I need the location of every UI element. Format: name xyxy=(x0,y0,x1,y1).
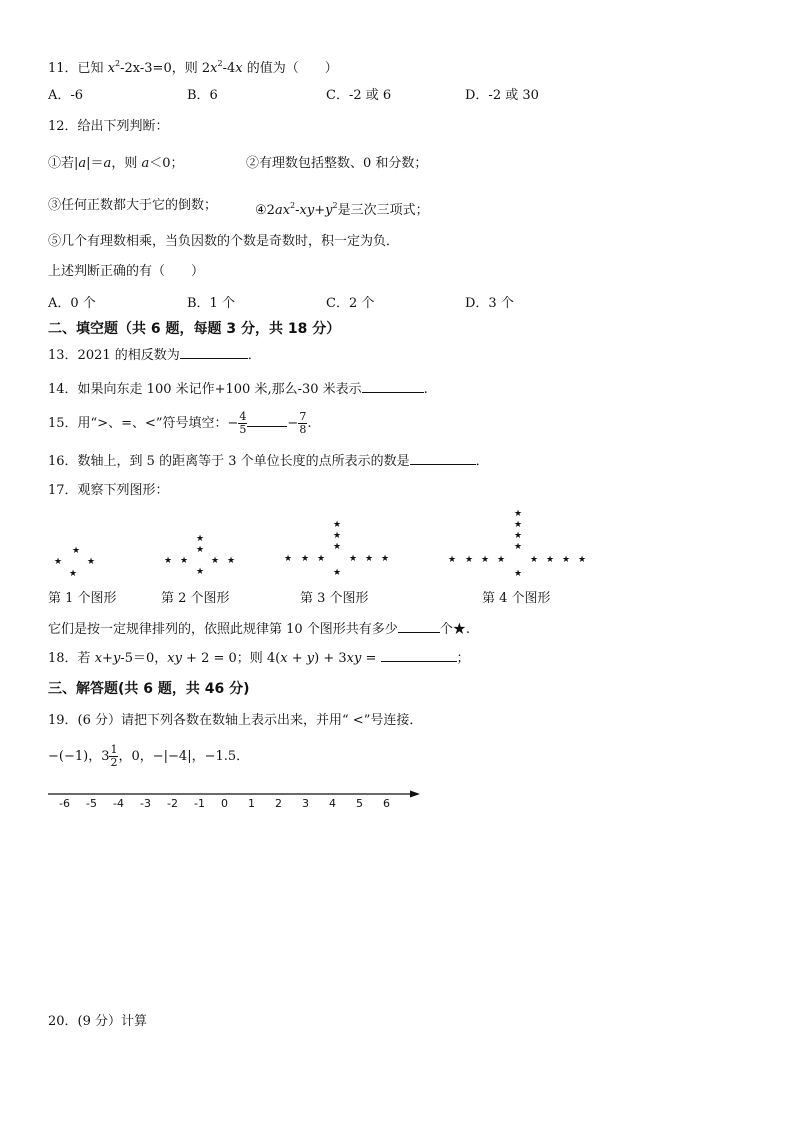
star-icon: ★ xyxy=(562,555,571,565)
number-line-tick-label: 4 xyxy=(329,797,336,810)
q15-fraction-2: $\frac{7}{8}$ xyxy=(299,410,307,436)
q12-statement-5: ⑤几个有理数相乘，当负因数的个数是奇数时，积一定为负． xyxy=(48,234,400,249)
number-line-tick-label: -1 xyxy=(194,797,205,810)
number-line-tick-label: 0 xyxy=(221,797,228,810)
q11-option-d: D．-2 或 30 xyxy=(465,88,539,103)
q17-caption-3: 第 3 个图形 xyxy=(300,591,369,606)
number-line-tick-label: 1 xyxy=(248,797,255,810)
star-icon: ★ xyxy=(465,555,474,565)
star-icon: ★ xyxy=(87,557,96,567)
section-3-heading: 三、解答题(共 6 题，共 46 分) xyxy=(48,681,250,697)
q17-title: 17．观察下列图形： xyxy=(48,483,169,498)
q12-option-b: B．1 个 xyxy=(187,296,235,311)
number-line-tick-label: -5 xyxy=(86,797,97,810)
star-icon: ★ xyxy=(365,554,374,564)
q12-statement-4: $④2ax^2-xy+y^2$是三次三项式； xyxy=(255,201,429,218)
star-icon: ★ xyxy=(381,554,390,564)
star-icon: ★ xyxy=(514,509,523,519)
star-icon: ★ xyxy=(284,554,293,564)
number-line-tick-label: -2 xyxy=(167,797,178,810)
q12-statement-1: ①若|a|＝a，则 a＜0； xyxy=(48,156,184,171)
star-icon: ★ xyxy=(497,555,506,565)
star-icon: ★ xyxy=(333,542,342,552)
q13: 13．2021 的相反数为 ． xyxy=(48,348,261,363)
star-icon: ★ xyxy=(196,567,205,577)
star-icon: ★ xyxy=(69,569,78,579)
star-icon: ★ xyxy=(546,555,555,565)
star-icon: ★ xyxy=(448,555,457,565)
star-icon: ★ xyxy=(301,554,310,564)
q19-title: 19．(6 分）请把下列各数在数轴上表示出来，并用“ <”号连接． xyxy=(48,713,423,728)
star-icon: ★ xyxy=(514,542,523,552)
star-icon: ★ xyxy=(180,556,189,566)
number-line-tick-label: 5 xyxy=(356,797,363,810)
q12-prompt: 上述判断正确的有（ ） xyxy=(48,264,205,279)
star-icon: ★ xyxy=(196,534,205,544)
q19-number-line xyxy=(40,786,430,806)
star-icon: ★ xyxy=(333,520,342,530)
section-2-heading: 二、填空题（共 6 题，每题 3 分，共 18 分） xyxy=(48,321,341,337)
q14: 14．如果向东走 100 米记作+100 米,那么-30 米表示 . xyxy=(48,382,428,397)
star-icon: ★ xyxy=(164,556,173,566)
q12-option-d: D．3 个 xyxy=(465,296,514,311)
q17-question: 它们是按一定规律排列的，依照此规律第 10 个图形共有多少 个★. xyxy=(48,622,470,637)
q17-caption-1: 第 1 个图形 xyxy=(48,591,117,606)
star-icon: ★ xyxy=(349,554,358,564)
star-icon: ★ xyxy=(514,531,523,541)
q19-numbers: −(−1)，3 $\frac{1}{2}$ ，0，−|−4|，−1.5． xyxy=(48,743,250,769)
star-icon: ★ xyxy=(196,545,205,555)
number-line-tick-label: -4 xyxy=(113,797,124,810)
q15: 15．用“>、=、<”符号填空：− $\frac{4}{5}$ − $\frac{7}{8}$ . xyxy=(48,410,312,436)
star-icon: ★ xyxy=(514,569,523,579)
star-icon: ★ xyxy=(481,555,490,565)
q12-statement-2: ②有理数包括整数、0 和分数； xyxy=(246,156,428,171)
star-icon: ★ xyxy=(514,520,523,530)
number-line-arrow-icon xyxy=(410,791,420,798)
q11-option-b: B．6 xyxy=(187,88,218,103)
q12-statement-3: ③任何正数都大于它的倒数； xyxy=(48,198,218,213)
star-icon: ★ xyxy=(227,556,236,566)
q17-caption-2: 第 2 个图形 xyxy=(161,591,230,606)
q17-caption-4: 第 4 个图形 xyxy=(482,591,551,606)
star-icon: ★ xyxy=(54,557,63,567)
star-icon: ★ xyxy=(333,531,342,541)
star-icon: ★ xyxy=(317,554,326,564)
number-line-tick-label: 6 xyxy=(383,797,390,810)
q20-title: 20．(9 分）计算 xyxy=(48,1014,148,1029)
star-icon: ★ xyxy=(72,546,81,556)
star-icon: ★ xyxy=(530,555,539,565)
number-line-tick-label: 3 xyxy=(302,797,309,810)
q18: 18．若 x+y-5＝0，xy + 2 = 0；则 4(x + y) + 3xy = ； xyxy=(48,651,470,666)
q16: 16．数轴上，到 5 的距离等于 3 个单位长度的点所表示的数是 ． xyxy=(48,454,489,469)
number-line-tick-label: -3 xyxy=(140,797,151,810)
q15-fraction-1: $\frac{4}{5}$ xyxy=(239,410,247,436)
star-icon: ★ xyxy=(333,568,342,578)
q11-stem: 11．已知 $x^2-2x-3=0$，则 $2x^2-4x$ 的值为（ ） xyxy=(48,59,338,76)
q19-fraction: $\frac{1}{2}$ xyxy=(110,743,118,769)
q12-title: 12．给出下列判断： xyxy=(48,119,169,134)
star-icon: ★ xyxy=(211,556,220,566)
q11-option-a: A．-6 xyxy=(48,88,84,103)
q12-option-c: C．2 个 xyxy=(326,296,375,311)
q11-option-c: C．-2 或 6 xyxy=(326,88,392,103)
number-line-tick-label: 2 xyxy=(275,797,282,810)
q12-option-a: A．0 个 xyxy=(48,296,96,311)
star-icon: ★ xyxy=(578,555,587,565)
number-line-tick-label: -6 xyxy=(59,797,70,810)
